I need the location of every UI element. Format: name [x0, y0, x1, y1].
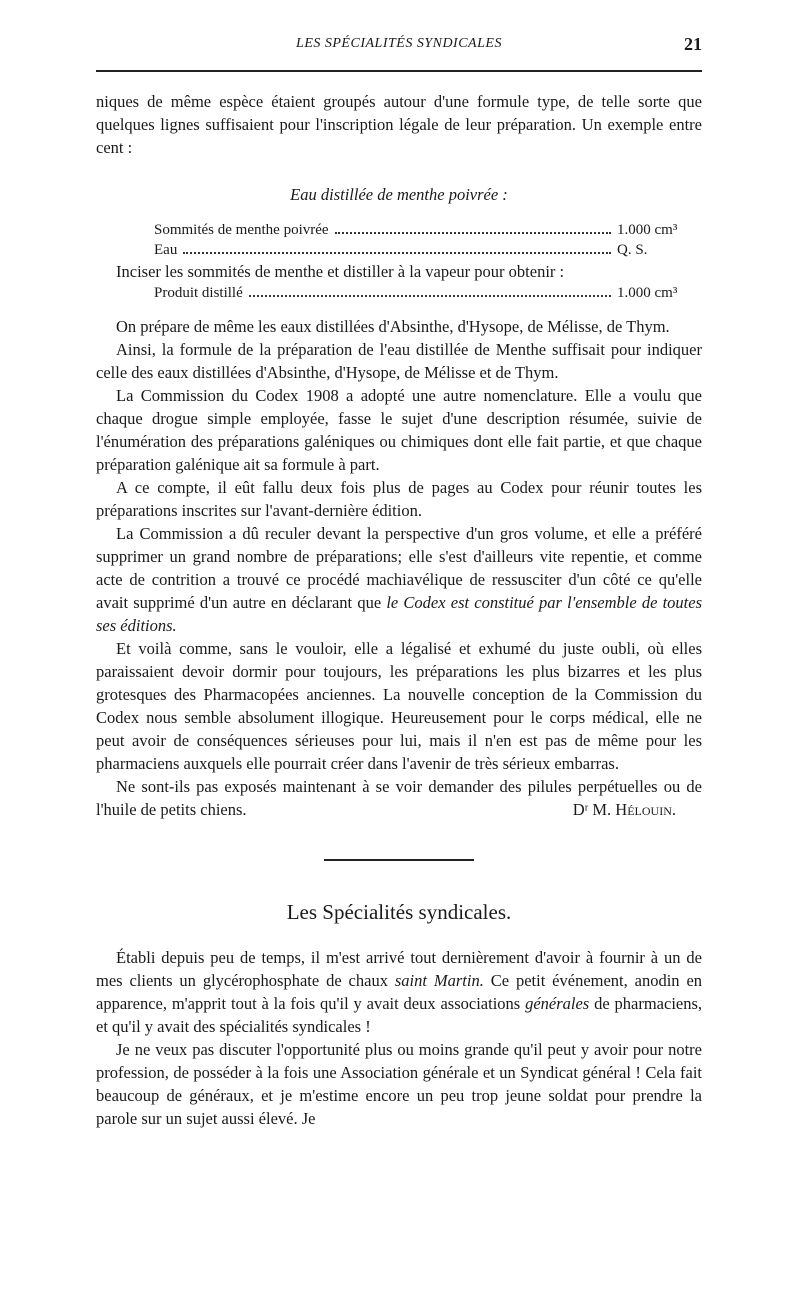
section-title: Les Spécialités syndicales. [286, 900, 512, 924]
recipe-instruction: Inciser les sommités de menthe et distiller à la vapeur pour obtenir : [116, 262, 565, 281]
paragraph: Je ne veux pas discuter l'opportunité plus ou moins grande qu'il peut y avoir pour notre profession, de posséder à la fois une Association générale et un Syndicat général ! Cela fait beaucoup de généraux, et je m'estime encore un peu trop jeune soldat pour prendre la parole sur un sujet aussi élevé. Je [96, 1040, 702, 1128]
paragraph-text: La Commission a dû reculer devant la perspective d'un gros volume, et elle a préféré supprimer un grand nombre de préparations; elle s'est d'ailleurs vite repentie, et comme acte de contrition a trouvé ce procédé machiavélique de ressusciter d'un côté ce qu'elle avait supprimé d'un autre en déclarant que [96, 524, 702, 612]
italic-quote: le Codex est constitué par l'ensemble de toutes ses éditions. [96, 593, 702, 635]
author-signature [553, 798, 676, 821]
paragraph [96, 522, 702, 637]
recipe-qty: Q. S. [617, 242, 648, 258]
recipe-line [154, 220, 699, 240]
recipe-item: Eau [154, 242, 178, 258]
dot-leader [183, 251, 611, 254]
paragraph-text: Établi depuis peu de temps, il m'est arrivé tout dernièrement d'avoir à fournir à un de mes clients un glycérophosphate de chaux [96, 948, 702, 990]
signature-prefix: Dʳ M. [572, 800, 612, 819]
page-header [96, 36, 702, 60]
italic-term: saint Martin. [394, 971, 484, 990]
dot-leader [249, 294, 611, 297]
page-body [96, 90, 702, 1130]
paragraph-text: Ne sont-ils pas exposés maintenant à se voir demander des pilules perpétuelles ou de l'huile de petits chiens. [96, 777, 702, 819]
page-number: 21 [684, 34, 702, 54]
paragraph-text: Ce petit événement, anodin en apparence, m'apprit tout à la fois qu'il y avait deux associations [96, 971, 703, 1013]
header-rule [96, 70, 702, 72]
paragraph: Et voilà comme, sans le vouloir, elle a légalisé et exhumé du juste oubli, où elles paraissaient devoir dormir pour toujours, les préparations les plus bizarres et les plus grotesques des Pharmacopées anciennes. La nouvelle conception de la Commission du Codex nous semble absolument illogique. Heureusement pour le corps médical, elle ne peut avoir de conséquences sérieuses pour lui, mais il n'en est pas de même pour les pharmaciens auxquels elle pourrait créer dans l'avenir de très sérieux embarras. [96, 639, 702, 773]
section-separator [324, 859, 474, 861]
paragraph: Ainsi, la formule de la préparation de l'eau distillée de Menthe suffisait pour indiquer celle des eaux distillées d'Absinthe, d'Hysope, de Mélisse et de Thym. [96, 340, 702, 382]
recipe-qty: 1.000 cm³ [617, 222, 678, 238]
paragraph [96, 946, 702, 1038]
paragraph-text: de pharmaciens, et qu'il y avait des spécialités syndicales ! [96, 994, 703, 1036]
running-head: LES SPÉCIALITÉS SYNDICALES [296, 36, 502, 51]
dot-leader [335, 231, 611, 234]
paragraph: On prépare de même les eaux distillées d'Absinthe, d'Hysope, de Mélisse, de Thym. [116, 317, 670, 336]
recipe-product-line [154, 283, 699, 303]
recipe-qty: 1.000 cm³ [617, 285, 678, 301]
recipe-item: Produit distillé [154, 285, 243, 301]
intro-paragraph: niques de même espèce étaient groupés autour d'une formule type, de telle sorte que quelques lignes suffisaient pour l'inscription légale de leur préparation. Un exemple entre cent : [96, 92, 702, 157]
recipe-line [154, 240, 699, 260]
recipe-item: Sommités de menthe poivrée [154, 222, 329, 238]
closing-paragraph [96, 775, 702, 821]
recipe-title: Eau distillée de menthe poivrée : [290, 185, 508, 204]
italic-term: générales [525, 994, 590, 1013]
signature-name: Hélouin. [615, 800, 676, 819]
paragraph: A ce compte, il eût fallu deux fois plus de pages au Codex pour réunir toutes les préparations inscrites sur l'avant-dernière édition. [96, 478, 702, 520]
paragraph: La Commission du Codex 1908 a adopté une autre nomenclature. Elle a voulu que chaque drogue simple employée, fasse le sujet d'une description résumée, suivie de l'énumération des préparations galéniques ou chimiques dont elle fait partie, et que chaque préparation galénique ait sa formule à part. [96, 386, 702, 474]
